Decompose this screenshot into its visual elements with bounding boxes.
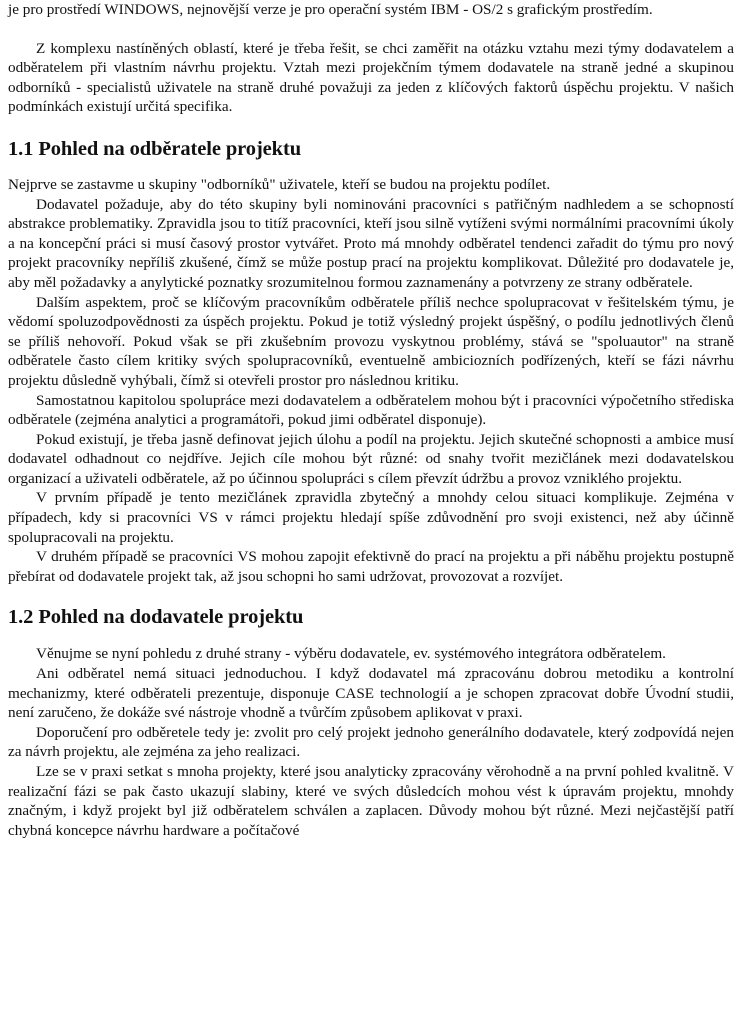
section-1-paragraph: Dalším aspektem, proč se klíčovým pracovníkům odběratele příliš nechce spolupracovat v řešitelském týmu, je vědomí spoluzodpovědnosti za úspěch projektu. Pokud je totiž výsledný projekt úspěšný, o podílu jednotlivých členů se příliš nehovoří. Pokud však se při zkušebním provozu vyskytnou problémy, stává se "spoluautor" na straně odběratele často cílem kritiky svých spolupracovníků, eventuelně ambiciozních podřízených, kteří se fázi návrhu projektu důsledně vyhýbali, čímž si otevřeli prostor pro následnou kritiku. [8,293,734,389]
section-2-heading: 1.2 Pohled na dodavatele projektu [8,606,304,629]
section-2-paragraph: Věnujme se nyní pohledu z druhé strany - výběru dodavatele, ev. systémového integrátora odběratelem. [36,645,666,663]
section-1-paragraph: V prvním případě je tento mezičlánek zpravidla zbytečný a mnohdy celou situaci komplikuje. Zejména v případech, kdy si pracovníci VS v rámci projektu hledají spíše zdůvodnění pro svoji existenci, než aby účinně spolupracovali na projektu. [8,489,734,546]
section-1-paragraph: Dodavatel požaduje, aby do této skupiny byli nominováni pracovníci s patřičným nadhledem a se schopností abstrakce problematiky. Zpravidla jsou to titíž pracovníci, kteří jsou silně vytíženi svými normálními pracovními úkoly a na koncepční práci si musí časový prostor vytvářet. Proto má mnohdy odběratel tendenci zařadit do týmu pro nový projekt pracovníky nepříliš zkušené, čímž se může postup prací na projektu komplikovat. Důležité pro dodavatele je, aby měl požadavky a anylytické poznatky srozumitelnou formou zaznamenány a potvrzeny ze strany odběratele. [8,195,734,291]
section-1-heading: 1.1 Pohled na odběratele projektu [8,137,301,160]
section-2-paragraph: Doporučení pro odběretele tedy je: zvolit pro celý projekt jednoho generálního dodavatele, který zodpovídá nejen za návrh projektu, ale zejména za jeho realizaci. [8,723,734,761]
section-1-paragraph: Nejprve se zastavme u skupiny "odborníků" uživatele, kteří se budou na projektu podílet. [8,175,551,193]
section-2-paragraph: Lze se v praxi setkat s mnoha projekty, které jsou analyticky zpracovány věrohodně a na první pohled kvalitně. V realizační fázi se pak často ukazují slabiny, které ve svých důsledcích mohou vést k úpravám projektu, mnohdy značným, i když projekt byl již odběratelem schválen a zaplacen. Důvody mohou být různé. Mezi nejčastější patří chybná koncepce návrhu hardware a počítačové [8,763,734,839]
section-2-paragraph: Ani odběratel nemá situaci jednoduchou. I když dodavatel má zpracovánu dobrou metodiku a kontrolní mechanizmy, které odběrateli prezentuje, disponuje CASE technologií a je schopen zpracovat dobře Úvodní studii, není zaručeno, že dokáže své nástroje vhodně a tvůrčím způsobem aplikovat v praxi. [8,665,734,722]
section-1-paragraph: V druhém případě se pracovníci VS mohou zapojit efektivně do prací na projektu a při náběhu projektu postupně přebírat od dodavatele projekt tak, až jsou schopni ho sami udržovat, provozovat a rozvíjet. [8,548,734,585]
document-page [8,0,734,840]
paragraph-top-1: je pro prostředí WINDOWS, nejnovější verze je pro operační systém IBM - OS/2 s grafickým prostředím. [8,1,653,18]
section-1-paragraph: Pokud existují, je třeba jasně definovat jejich úlohu a podíl na projektu. Jejich skutečné schopnosti a ambice musí dodavatel odhadnout co nejdříve. Jejich cíle mohou být různé: od snahy tvořit mezičlánek mezi dodavatelskou organizací a uživateli odběratele, až po účinnou spolupráci s cílem převzít údržbu a provoz vzniklého projektu. [8,430,734,487]
section-1-paragraph: Samostatnou kapitolou spolupráce mezi dodavatelem a odběratelem mohou být i pracovníci výpočetního střediska odběratele (zejména analytici a programátoři, pokud jimi odběratel disponuje). [8,391,734,429]
paragraph-top-2: Z komplexu nastíněných oblastí, které je třeba řešit, se chci zaměřit na otázku vztahu mezi týmy dodavatelem a odběratelem při vlastním návrhu projektu. Vztah mezi projekčním týmem dodavatele na straně jedné a skupinou odborníků - specialistů uživatele na straně druhé považuji za jeden z klíčových faktorů úspěchu projektu. V našich podmínkách existují určitá specifika. [8,39,734,116]
